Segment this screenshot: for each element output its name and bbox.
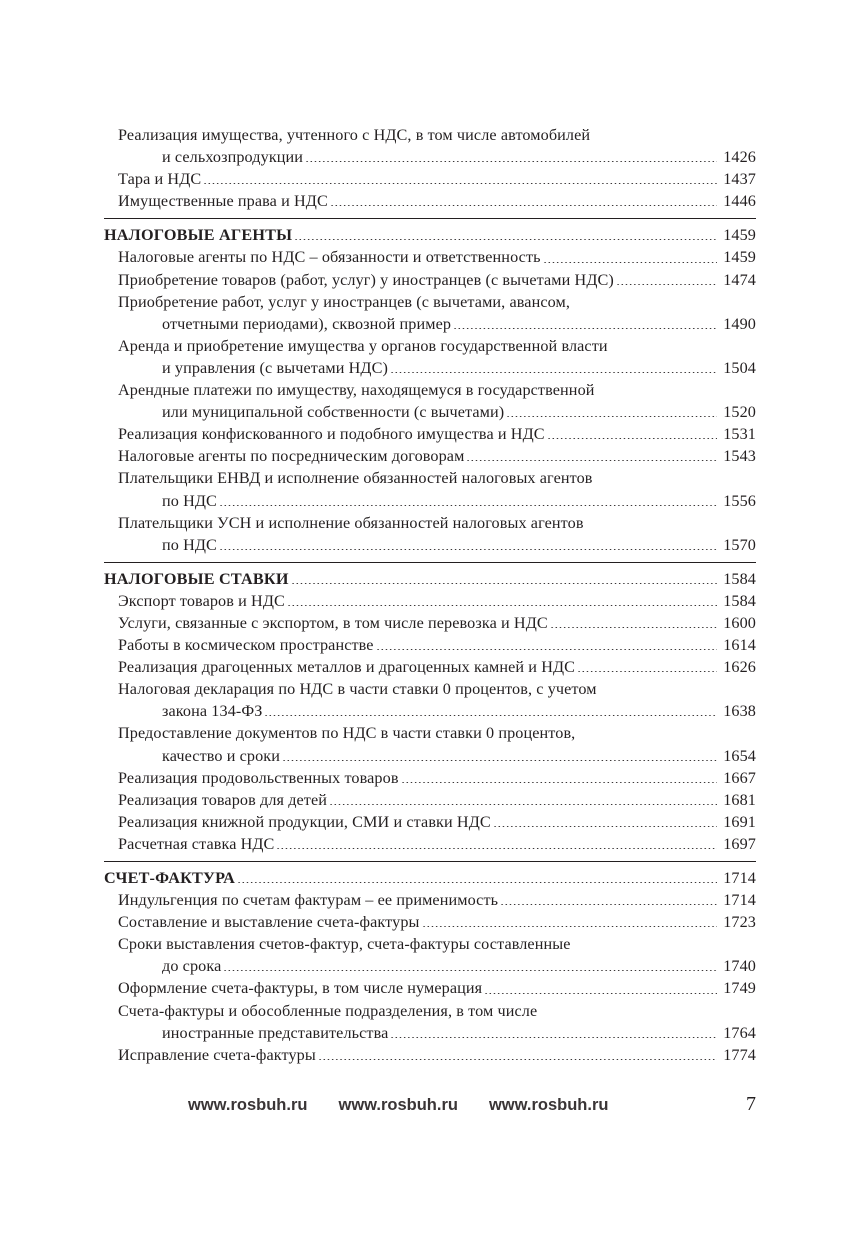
toc-entry[interactable] <box>104 190 756 212</box>
page-number: 1570 <box>723 535 756 554</box>
toc-entry[interactable] <box>104 789 756 811</box>
entry-title: Аренда и приобретение имущества у органов государственной власти <box>118 336 608 355</box>
dot-leader <box>330 205 717 206</box>
table-of-contents <box>104 124 756 1077</box>
entry-title: Исправление счета-фактуры <box>118 1045 316 1064</box>
toc-entry[interactable] <box>104 467 756 511</box>
toc-line <box>104 933 756 955</box>
section-heading[interactable] <box>104 224 756 246</box>
toc-line <box>104 246 756 268</box>
dot-leader <box>276 848 717 849</box>
page-number: 1490 <box>723 314 756 333</box>
toc-line <box>104 634 756 656</box>
toc-section <box>104 867 756 1072</box>
entry-title: Счета-фактуры и обособленные подразделения, в том числе <box>118 1001 538 1020</box>
entry-title: СЧЕТ-ФАКТУРА <box>104 869 236 887</box>
entry-title: Плательщики УСН и исполнение обязанностей налоговых агентов <box>118 513 584 532</box>
page-number: 1459 <box>723 248 756 267</box>
entry-title: Предоставление документов по НДС в части ставки 0 процентов, <box>118 724 576 743</box>
dot-leader <box>376 649 717 650</box>
dot-leader <box>237 882 717 883</box>
entry-title: Арендные платежи по имуществу, находящемуся в государственной <box>118 381 595 400</box>
dot-leader <box>493 826 717 827</box>
dot-leader <box>219 549 717 550</box>
toc-line <box>104 767 756 789</box>
page-number: 1459 <box>723 226 756 245</box>
toc-line <box>104 1000 756 1022</box>
entry-title: Приобретение товаров (работ, услуг) у иностранцев (с вычетами НДС) <box>118 270 614 289</box>
page-number: 1626 <box>723 658 756 677</box>
page-number: 1520 <box>723 403 756 422</box>
dot-leader <box>401 782 717 783</box>
toc-entry[interactable] <box>104 291 756 335</box>
toc-line <box>104 269 756 291</box>
toc-entry[interactable] <box>104 445 756 467</box>
entry-title: Налоговые агенты по НДС – обязанности и ответственность <box>118 248 541 267</box>
page-number: 1638 <box>723 702 756 721</box>
toc-line <box>104 811 756 833</box>
page-number: 1740 <box>723 957 756 976</box>
toc-entry[interactable] <box>104 656 756 678</box>
page-number: 1543 <box>723 447 756 466</box>
page-number: 1584 <box>723 569 756 588</box>
entry-title: Индульгенция по счетам фактурам – ее применимость <box>118 891 499 910</box>
page-number: 1667 <box>723 768 756 787</box>
toc-line <box>104 534 756 556</box>
entry-title: Реализация книжной продукции, СМИ и ставки НДС <box>118 812 491 831</box>
toc-section <box>104 224 756 562</box>
dot-leader <box>422 926 718 927</box>
footer-url[interactable]: www.rosbuh.ru <box>188 1096 308 1114</box>
dot-leader <box>223 970 717 971</box>
entry-title: отчетными периодами), сквозной пример <box>162 314 452 333</box>
toc-line <box>104 512 756 534</box>
page-number: 1584 <box>723 591 756 610</box>
toc-entry[interactable] <box>104 911 756 933</box>
page-footer <box>188 1093 756 1116</box>
dot-leader <box>294 239 717 240</box>
page-number: 1774 <box>723 1045 756 1064</box>
toc-line <box>104 467 756 489</box>
toc-line <box>104 678 756 700</box>
toc-entry[interactable] <box>104 379 756 423</box>
toc-line <box>104 490 756 512</box>
toc-entry[interactable] <box>104 590 756 612</box>
page-number: 1556 <box>723 491 756 510</box>
dot-leader <box>264 715 717 716</box>
page-number: 1681 <box>723 790 756 809</box>
toc-line <box>104 313 756 335</box>
toc-line <box>104 124 756 146</box>
toc-entry[interactable] <box>104 269 756 291</box>
page-number: 1714 <box>723 891 756 910</box>
page-number: 1504 <box>723 358 756 377</box>
toc-line <box>104 423 756 445</box>
entry-title: Налоговая декларация по НДС в части ставки 0 процентов, с учетом <box>118 680 597 699</box>
entry-title: Тара и НДС <box>118 170 202 189</box>
entry-title: Оформление счета-фактуры, в том числе нумерация <box>118 979 483 998</box>
page-number: 1723 <box>723 913 756 932</box>
entry-title: Реализация товаров для детей <box>118 790 328 809</box>
entry-title: иностранные представительства <box>162 1023 389 1042</box>
toc-section <box>104 124 756 219</box>
dot-leader <box>219 505 717 506</box>
toc-entry[interactable] <box>104 246 756 268</box>
entry-title: по НДС <box>162 535 217 554</box>
toc-line <box>104 789 756 811</box>
entry-title: и управления (с вычетами НДС) <box>162 358 388 377</box>
page-number: 1614 <box>723 636 756 655</box>
entry-title: НАЛОГОВЫЕ АГЕНТЫ <box>104 226 293 245</box>
entry-title: закона 134-ФЗ <box>162 702 263 721</box>
toc-line <box>104 955 756 977</box>
page-number: 1600 <box>723 613 756 632</box>
dot-leader <box>484 993 717 994</box>
page-number: 1749 <box>723 979 756 998</box>
dot-leader <box>543 262 717 263</box>
page-number: 1654 <box>723 746 756 765</box>
toc-entry[interactable] <box>104 423 756 445</box>
toc-line <box>104 833 756 855</box>
toc-entry[interactable] <box>104 977 756 999</box>
toc-line <box>104 379 756 401</box>
dot-leader <box>547 438 717 439</box>
toc-entry[interactable] <box>104 811 756 833</box>
toc-line <box>104 590 756 612</box>
toc-line <box>104 335 756 357</box>
toc-entry[interactable] <box>104 612 756 634</box>
dot-leader <box>466 460 717 461</box>
toc-entry[interactable] <box>104 933 756 977</box>
dot-leader <box>390 1037 717 1038</box>
entry-title: по НДС <box>162 491 217 510</box>
toc-line <box>104 291 756 313</box>
entry-title: Расчетная ставка НДС <box>118 834 275 853</box>
entry-title: или муниципальной собственности (с вычетами) <box>162 403 505 422</box>
dot-leader <box>390 372 717 373</box>
page-number: 1714 <box>723 869 756 887</box>
page-number: 7 <box>746 1093 756 1115</box>
toc-entry[interactable] <box>104 124 756 168</box>
entry-title: Сроки выставления счетов-фактур, счета-фактуры составленные <box>118 935 571 954</box>
section-heading[interactable] <box>104 867 756 889</box>
entry-title: Реализация конфискованного и подобного имущества и НДС <box>118 425 545 444</box>
toc-line <box>104 722 756 744</box>
toc-entry[interactable] <box>104 889 756 911</box>
toc-line <box>104 190 756 212</box>
entry-title: Налоговые агенты по посредническим договорам <box>118 447 465 466</box>
toc-entry[interactable] <box>104 1000 756 1044</box>
toc-line <box>104 146 756 168</box>
entry-title: НАЛОГОВЫЕ СТАВКИ <box>104 569 289 588</box>
entry-title: Имущественные права и НДС <box>118 192 328 211</box>
entry-title: Экспорт товаров и НДС <box>118 591 285 610</box>
entry-title: Реализация имущества, учтенного с НДС, в том числе автомобилей <box>118 126 591 144</box>
toc-line <box>104 401 756 423</box>
dot-leader <box>318 1059 717 1060</box>
page-number: 1426 <box>723 148 756 167</box>
section-heading[interactable] <box>104 568 756 590</box>
toc-line <box>104 745 756 767</box>
dot-leader <box>506 416 717 417</box>
toc-entry[interactable] <box>104 512 756 556</box>
toc-line <box>104 889 756 911</box>
page-number: 1446 <box>723 192 756 211</box>
page-number: 1764 <box>723 1023 756 1042</box>
dot-leader <box>577 671 717 672</box>
toc-line <box>104 911 756 933</box>
entry-title: Реализация продовольственных товаров <box>118 768 399 787</box>
page-number: 1691 <box>723 812 756 831</box>
dot-leader <box>550 627 717 628</box>
entry-title: качество и сроки <box>162 746 281 765</box>
page-number: 1697 <box>723 834 756 853</box>
dot-leader <box>203 183 717 184</box>
dot-leader <box>291 583 717 584</box>
entry-title: и сельхозпродукции <box>162 148 304 167</box>
footer-url[interactable]: www.rosbuh.ru <box>488 1096 609 1114</box>
toc-line <box>104 700 756 722</box>
toc-line <box>104 1022 756 1044</box>
entry-title: Составление и выставление счета-фактуры <box>118 913 420 932</box>
toc-entry[interactable] <box>104 678 756 722</box>
dot-leader <box>282 760 717 761</box>
dot-leader <box>453 328 717 329</box>
toc-entry[interactable] <box>104 833 756 855</box>
dot-leader <box>329 804 717 805</box>
toc-line <box>104 357 756 379</box>
toc-line <box>104 1044 756 1066</box>
toc-entry[interactable] <box>104 1044 756 1066</box>
page-number: 1474 <box>723 270 756 289</box>
entry-title: Плательщики ЕНВД и исполнение обязанностей налоговых агентов <box>118 469 593 488</box>
entry-title: до срока <box>162 957 222 976</box>
entry-title: Работы в космическом пространстве <box>118 636 374 655</box>
dot-leader <box>305 161 717 162</box>
toc-line <box>104 977 756 999</box>
entry-title: Реализация драгоценных металлов и драгоценных камней и НДС <box>118 658 576 677</box>
dot-leader <box>287 605 717 606</box>
entry-title: Приобретение работ, услуг у иностранцев (с вычетами, авансом, <box>118 292 570 311</box>
page-number: 1531 <box>723 425 756 444</box>
toc-line <box>104 445 756 467</box>
dot-leader <box>616 284 717 285</box>
footer-url[interactable]: www.rosbuh.ru <box>338 1096 458 1114</box>
toc-line <box>104 168 756 190</box>
toc-entry[interactable] <box>104 767 756 789</box>
toc-entry[interactable] <box>104 335 756 379</box>
toc-line <box>104 656 756 678</box>
toc-section <box>104 568 756 862</box>
toc-entry[interactable] <box>104 168 756 190</box>
page-number: 1437 <box>723 170 756 189</box>
toc-line <box>104 612 756 634</box>
entry-title: Услуги, связанные с экспортом, в том числе перевозка и НДС <box>118 613 548 632</box>
toc-entry[interactable] <box>104 722 756 766</box>
dot-leader <box>500 904 717 905</box>
toc-entry[interactable] <box>104 634 756 656</box>
